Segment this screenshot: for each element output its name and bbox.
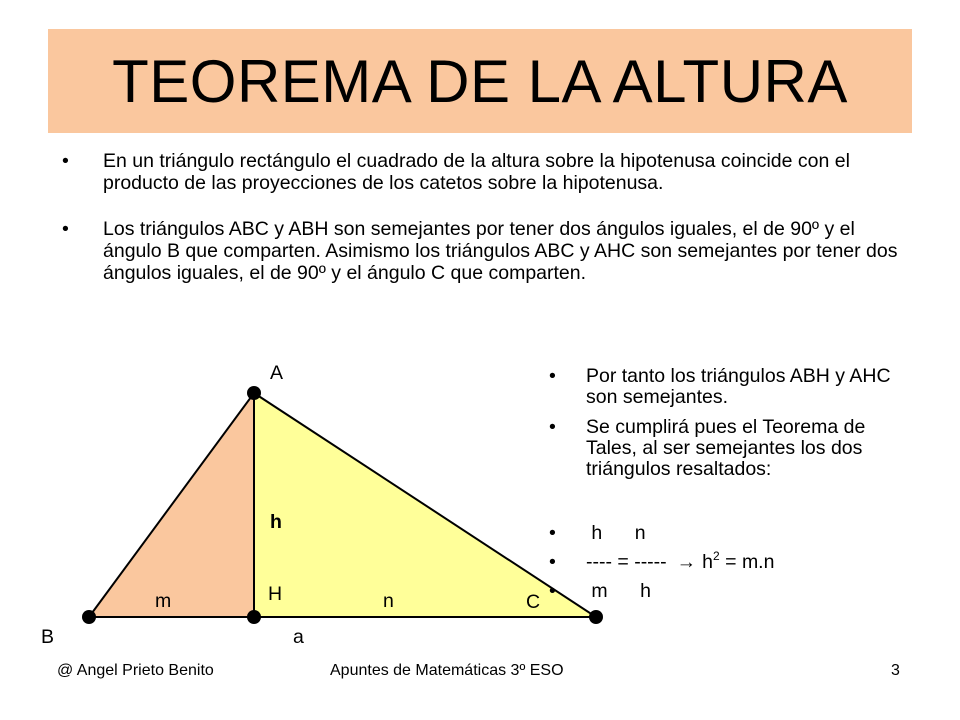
footer-course: Apuntes de Matemáticas 3º ESO <box>330 662 564 679</box>
vertex-h-point <box>247 610 261 624</box>
formula-numerators: • h n <box>549 519 919 548</box>
bullet-definition: • En un triángulo rectángulo el cuadrado de la altura sobre la hipotenusa coincide con el producto de las proyecciones de los catetos sobre la hipotenusa. <box>62 150 902 194</box>
bullet-conclusion: • Por tanto los triángulos ABH y AHC son semejantes. <box>549 366 919 408</box>
vertex-c-point <box>589 610 603 624</box>
footer-author: @ Angel Prieto Benito <box>57 662 214 679</box>
vertex-b-point <box>82 610 96 624</box>
conclusion-list <box>549 366 919 489</box>
footer-page-number: 3 <box>891 662 900 679</box>
label-height: h <box>270 511 282 533</box>
triangle-abh <box>89 393 254 617</box>
formula-block <box>549 519 919 606</box>
label-a-side: a <box>293 626 304 648</box>
label-m: m <box>155 590 172 612</box>
label-a: A <box>270 362 284 384</box>
formula-equation <box>549 548 919 577</box>
arrow-right-icon: → <box>676 551 697 573</box>
bullet-thales: • Se cumplirá pues el Teorema de Tales, al ser semejantes los dos triángulos resaltados: <box>549 417 919 480</box>
formula-denominators: • m h <box>549 577 919 606</box>
formula-exponent: 2 <box>713 549 720 563</box>
label-n: n <box>383 590 394 612</box>
formula-result: = m.n <box>719 551 775 573</box>
fraction-bars: ---- = ----- <box>586 551 667 573</box>
triangle-ahc <box>254 393 596 617</box>
vertex-a-point <box>247 386 261 400</box>
label-c: C <box>526 591 541 613</box>
slide-title: TEOREMA DE LA ALTURA <box>112 47 848 115</box>
formula-h: h <box>702 551 714 573</box>
bullet-similarity: • Los triángulos ABC y ABH son semejantes por tener dos ángulos iguales, el de 90º y el ángulo B que comparten. Asimismo los triángulos ABC y AHC son semejantes por tener dos ángulos iguales, el de 90º y el ángulo C que comparten. <box>62 218 902 284</box>
label-b: B <box>41 626 55 648</box>
label-h-point: H <box>268 583 283 605</box>
